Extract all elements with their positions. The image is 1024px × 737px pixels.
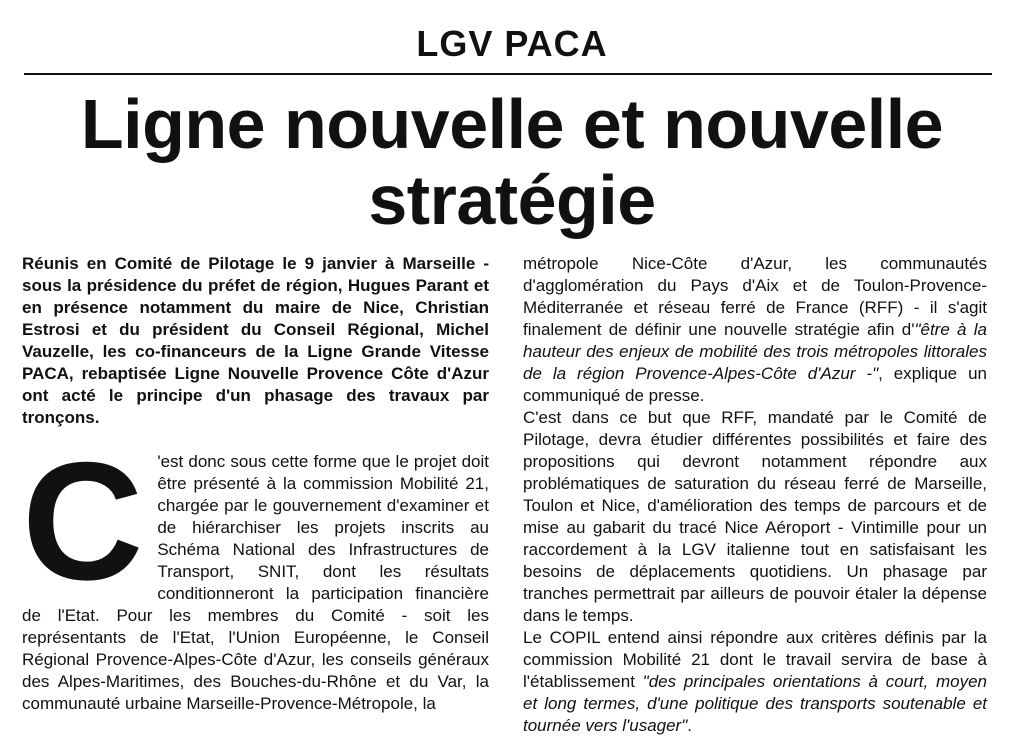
drop-cap: C <box>22 427 144 615</box>
headline-line-2: stratégie <box>368 161 656 239</box>
headline-line-1: Ligne nouvelle et nouvelle <box>80 85 944 163</box>
section-rubric: LGV PACA <box>416 23 608 64</box>
article-headline <box>0 86 1024 238</box>
article-paragraph-3 <box>523 627 987 737</box>
paragraph-1-text: 'est donc sous cette forme que le projet doit être présenté à la commission Mobilité 21, chargée par le gouvernement d'examiner et de hiérarchiser les projets inscrits au Schéma National des Infrastructures de Transport, SNIT, dont les résultats conditionneront la participation financière de l'Etat. Pour les membres du Comité - soit les représentants de l'Etat, l'Union Européenne, le Conseil Régional Provence-Alpes-Côte d'Azur, les conseils généraux des Alpes-Maritimes, des Bouches-du-Rhône et du Var, la communauté urbaine Marseille-Provence-Métropole, la <box>22 452 489 713</box>
paragraph-1-end: , explique un communiqué de presse. <box>523 364 987 405</box>
article-paragraph-1 <box>22 427 489 715</box>
article-paragraph-1-continued <box>523 253 987 407</box>
article-lead: Réunis en Comité de Pilotage le 9 janvier à Marseille - sous la présidence du préfet de région, Hugues Parant et en présence notamment du maire de Nice, Christian Estrosi et du président du Conseil Régional, Michel Vauzelle, les co-financeurs de la Ligne Grande Vitesse PACA, rebaptisée Ligne Nouvelle Provence Côte d'Azur ont acté le principe d'un phasage des travaux par tronçons. <box>22 254 489 427</box>
article-paragraph-2: C'est dans ce but que RFF, mandaté par le Comité de Pilotage, devra étudier différentes possibilités et faire des propositions qui devront notamment répondre aux problématiques de saturation du réseau ferré de Marseille, Toulon et Nice, d'amélioration des temps de parcours et de mise au gabarit du tracé Nice Aéroport - Vintimille pour un raccordement à la LGV italienne tout en satisfaisant les besoins de déplacements quotidiens. Un phasage par tranches permettrait par ailleurs de pouvoir étaler la dépense dans le temps. <box>523 408 987 625</box>
paragraph-3-end: . <box>687 716 692 735</box>
paragraph-3-quote: "des principales orientations à court, moyen et long termes, d'une politique des transports soutenable et tournée vers l'usager" <box>523 672 987 735</box>
paragraph-1-quote: "être à la hauteur des enjeux de mobilité des trois métropoles littorales de la région Provence-Alpes-Côte d'Azur -" <box>523 320 987 383</box>
paragraph-1-continued-text: métropole Nice-Côte d'Azur, les communautés d'agglomération du Pays d'Aix et de Toulon-Provence-Méditerranée et réseau ferré de France (RFF) - il s'agit finalement de définir une nouvelle stratégie afin d' <box>523 254 987 339</box>
paragraph-3-text: Le COPIL entend ainsi répondre aux critères définis par la commission Mobilité 21 dont le travail servira de base à l'établissement <box>523 628 987 691</box>
article-column-left <box>22 253 489 715</box>
article-column-right <box>523 253 987 737</box>
rubric-divider <box>24 73 992 75</box>
